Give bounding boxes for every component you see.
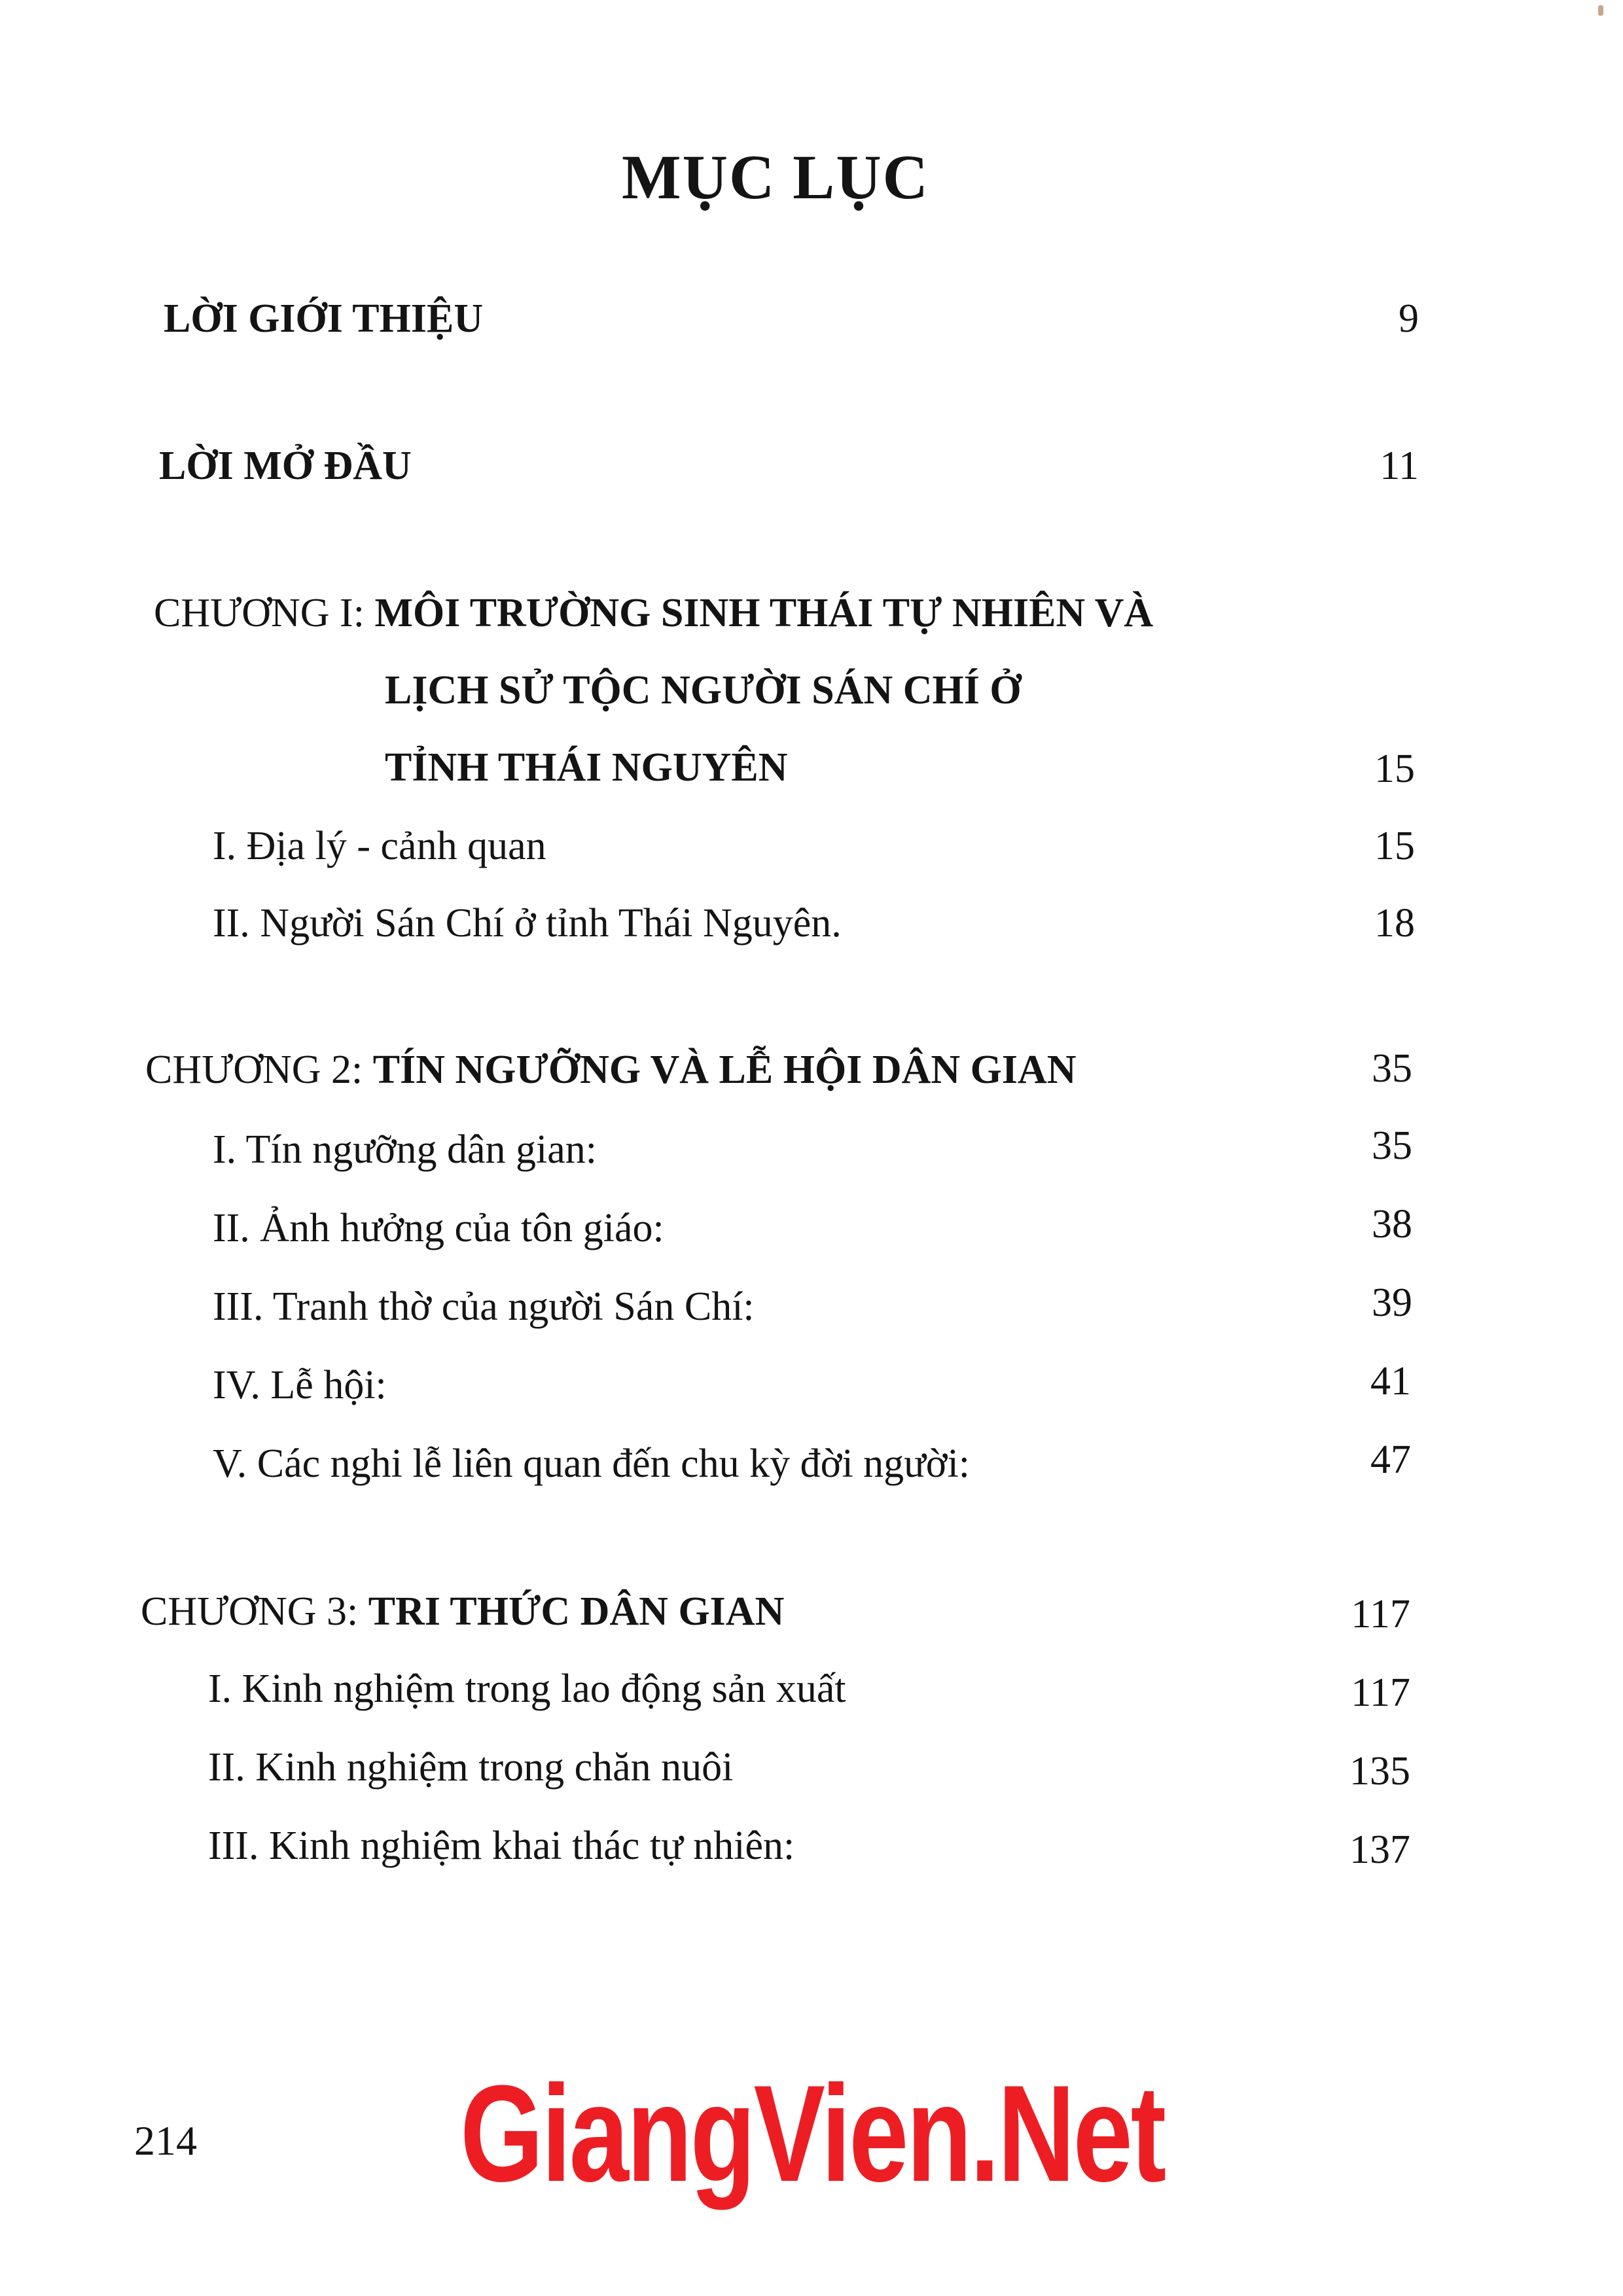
chapter3-section-1-page: 117 [1351,1670,1410,1715]
chapter1-section-1: I. Địa lý - cảnh quan [213,824,546,868]
chapter2-section-2: II. Ảnh hưởng của tôn giáo: [213,1206,664,1250]
toc-entry-intro: LỜI GIỚI THIỆU [164,296,484,341]
toc-page-preface: 11 [1380,444,1419,488]
chapter2-section-4: IV. Lễ hội: [213,1363,387,1407]
chapter2-section-2-page: 38 [1372,1202,1412,1246]
chapter3-section-3: III. Kinh nghiệm khai thác tự nhiên: [208,1824,795,1868]
chapter2-heading [145,1047,1077,1093]
chapter3-section-2-page: 135 [1349,1749,1410,1793]
chapter3-section-1: I. Kinh nghiệm trong lao động sản xuất [208,1667,846,1711]
chapter2-section-3: III. Tranh thờ của người Sán Chí: [213,1284,755,1329]
chapter2-section-5: V. Các nghi lễ liên quan đến chu kỳ đời người: [213,1441,971,1486]
chapter2-section-1: I. Tín ngưỡng dân gian: [213,1127,597,1172]
chapter2-page: 35 [1372,1046,1412,1091]
page-title: MỤC LỤC [622,142,929,212]
toc-page-intro: 9 [1399,296,1419,341]
chapter1-heading [154,590,1153,637]
chapter2-section-3-page: 39 [1372,1280,1412,1325]
chapter1-section-2-page: 18 [1374,901,1415,945]
chapter1-title-line3: TỈNH THÁI NGUYÊN [385,745,788,790]
chapter3-section-2: II. Kinh nghiệm trong chăn nuôi [208,1745,734,1790]
chapter2-section-4-page: 41 [1370,1359,1411,1404]
chapter1-page: 15 [1374,747,1415,791]
watermark-logo: GiangVien.Net [460,2057,1165,2210]
chapter3-section-3-page: 137 [1349,1828,1410,1872]
chapter2-prefix: CHƯƠNG 2: [145,1048,373,1092]
toc-entry-preface: LỜI MỞ ĐẦU [159,444,412,488]
chapter2-section-1-page: 35 [1372,1123,1412,1168]
chapter3-title: TRI THỨC DÂN GIAN [368,1589,785,1634]
chapter3-prefix: CHƯƠNG 3: [141,1589,368,1634]
chapter1-title-line1: MÔI TRƯỜNG SINH THÁI TỰ NHIÊN VÀ [374,591,1154,635]
chapter2-section-5-page: 47 [1370,1438,1411,1482]
chapter2-title: TÍN NGƯỠNG VÀ LỄ HỘI DÂN GIAN [372,1048,1077,1092]
chapter3-page: 117 [1351,1592,1410,1636]
chapter3-heading [141,1589,784,1635]
page-number: 214 [134,2117,197,2164]
chapter1-section-1-page: 15 [1374,824,1415,868]
scan-speck [1598,5,1603,16]
chapter1-prefix: CHƯƠNG I: [154,591,375,635]
chapter1-section-2: II. Người Sán Chí ở tỉnh Thái Nguyên. [213,901,842,945]
chapter1-title-line2: LỊCH SỬ TỘC NGƯỜI SÁN CHÍ Ở [385,668,1022,713]
